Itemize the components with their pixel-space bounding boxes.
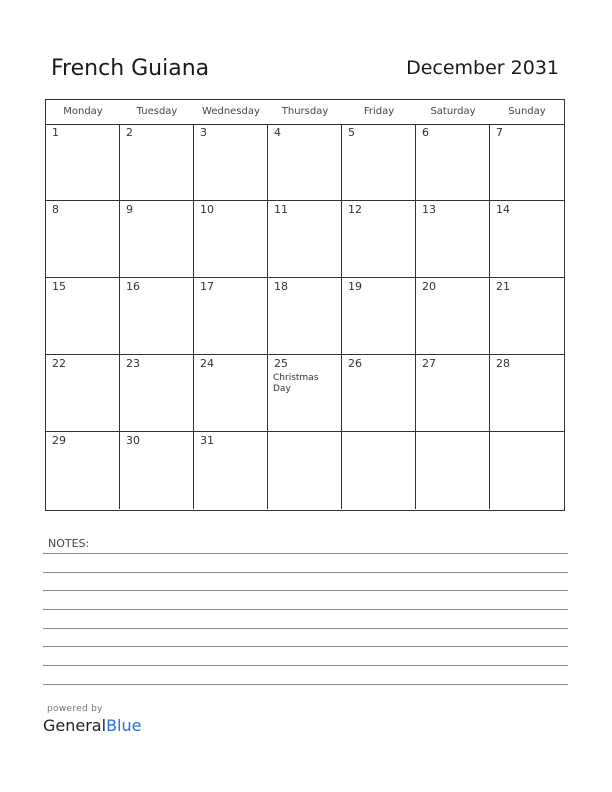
day-cell bbox=[490, 355, 564, 431]
note-line bbox=[43, 590, 568, 591]
weekday-label: Wednesday bbox=[202, 106, 260, 117]
day-cell bbox=[46, 124, 120, 200]
day-cell bbox=[416, 278, 490, 354]
day-number: 24 bbox=[200, 357, 214, 370]
day-number: 21 bbox=[496, 280, 510, 293]
day-cell bbox=[46, 278, 120, 354]
brand-logo bbox=[43, 716, 141, 735]
day-cell bbox=[342, 201, 416, 277]
calendar-month-year: December 2031 bbox=[406, 57, 559, 79]
day-number: 22 bbox=[52, 357, 66, 370]
weekday-label: Monday bbox=[63, 106, 103, 117]
weekday-header-row bbox=[46, 100, 564, 125]
day-cell bbox=[416, 355, 490, 431]
day-number: 28 bbox=[496, 357, 510, 370]
day-cell bbox=[342, 124, 416, 200]
day-cell bbox=[120, 124, 194, 200]
day-number: 8 bbox=[52, 203, 59, 216]
weekday-label: Thursday bbox=[281, 106, 329, 117]
note-line bbox=[43, 572, 568, 573]
day-number: 19 bbox=[348, 280, 362, 293]
note-line bbox=[43, 646, 568, 647]
powered-by-text: powered by bbox=[47, 704, 103, 714]
day-number: 7 bbox=[496, 126, 503, 139]
day-cell bbox=[46, 432, 120, 509]
day-number: 14 bbox=[496, 203, 510, 216]
day-cell bbox=[268, 201, 342, 277]
day-number: 31 bbox=[200, 434, 214, 447]
day-cell bbox=[416, 201, 490, 277]
day-number: 3 bbox=[200, 126, 207, 139]
day-cell bbox=[194, 355, 268, 431]
note-line bbox=[43, 553, 568, 554]
day-cell bbox=[490, 201, 564, 277]
day-number: 2 bbox=[126, 126, 133, 139]
day-cell bbox=[194, 278, 268, 354]
note-line bbox=[43, 665, 568, 666]
weekday-label: Tuesday bbox=[136, 106, 178, 117]
day-cell bbox=[342, 355, 416, 431]
day-cell bbox=[490, 124, 564, 200]
day-cell bbox=[120, 278, 194, 354]
day-cell bbox=[490, 432, 564, 509]
day-cell bbox=[194, 201, 268, 277]
day-number: 15 bbox=[52, 280, 66, 293]
brand-general: General bbox=[43, 716, 107, 735]
day-number: 29 bbox=[52, 434, 66, 447]
calendar-country-title: French Guiana bbox=[51, 56, 210, 81]
day-cell bbox=[194, 432, 268, 509]
calendar-week-row bbox=[46, 355, 564, 432]
calendar-week-row bbox=[46, 124, 564, 201]
day-number: 1 bbox=[52, 126, 59, 139]
day-number: 16 bbox=[126, 280, 140, 293]
day-cell bbox=[194, 124, 268, 200]
day-number: 25 bbox=[274, 357, 288, 370]
calendar-week-row bbox=[46, 201, 564, 278]
day-cell bbox=[120, 432, 194, 509]
holiday-event: Christmas Day bbox=[273, 373, 319, 394]
day-number: 18 bbox=[274, 280, 288, 293]
day-cell bbox=[120, 355, 194, 431]
day-number: 11 bbox=[274, 203, 288, 216]
day-number: 12 bbox=[348, 203, 362, 216]
day-number: 6 bbox=[422, 126, 429, 139]
day-cell bbox=[490, 278, 564, 354]
day-number: 23 bbox=[126, 357, 140, 370]
day-cell bbox=[46, 355, 120, 431]
day-cell bbox=[46, 201, 120, 277]
notes-label: NOTES: bbox=[48, 537, 90, 550]
day-cell bbox=[268, 278, 342, 354]
calendar-week-row bbox=[46, 432, 564, 509]
calendar-week-row bbox=[46, 278, 564, 355]
note-line bbox=[43, 609, 568, 610]
day-number: 30 bbox=[126, 434, 140, 447]
note-line bbox=[43, 628, 568, 629]
weekday-label: Saturday bbox=[430, 106, 476, 117]
day-number: 9 bbox=[126, 203, 133, 216]
day-cell bbox=[268, 124, 342, 200]
day-number: 17 bbox=[200, 280, 214, 293]
note-line bbox=[43, 684, 568, 685]
weekday-label: Friday bbox=[363, 106, 395, 117]
day-cell bbox=[416, 432, 490, 509]
day-number: 4 bbox=[274, 126, 281, 139]
weekday-label: Sunday bbox=[508, 106, 546, 117]
day-number: 26 bbox=[348, 357, 362, 370]
calendar-weeks bbox=[46, 124, 564, 509]
day-cell bbox=[120, 201, 194, 277]
day-cell bbox=[268, 355, 342, 431]
day-cell bbox=[342, 278, 416, 354]
day-cell bbox=[268, 432, 342, 509]
day-cell bbox=[416, 124, 490, 200]
calendar-grid bbox=[45, 99, 565, 511]
day-cell bbox=[342, 432, 416, 509]
day-number: 10 bbox=[200, 203, 214, 216]
brand-blue: Blue bbox=[106, 716, 142, 735]
day-number: 13 bbox=[422, 203, 436, 216]
day-number: 20 bbox=[422, 280, 436, 293]
day-number: 27 bbox=[422, 357, 436, 370]
day-number: 5 bbox=[348, 126, 355, 139]
